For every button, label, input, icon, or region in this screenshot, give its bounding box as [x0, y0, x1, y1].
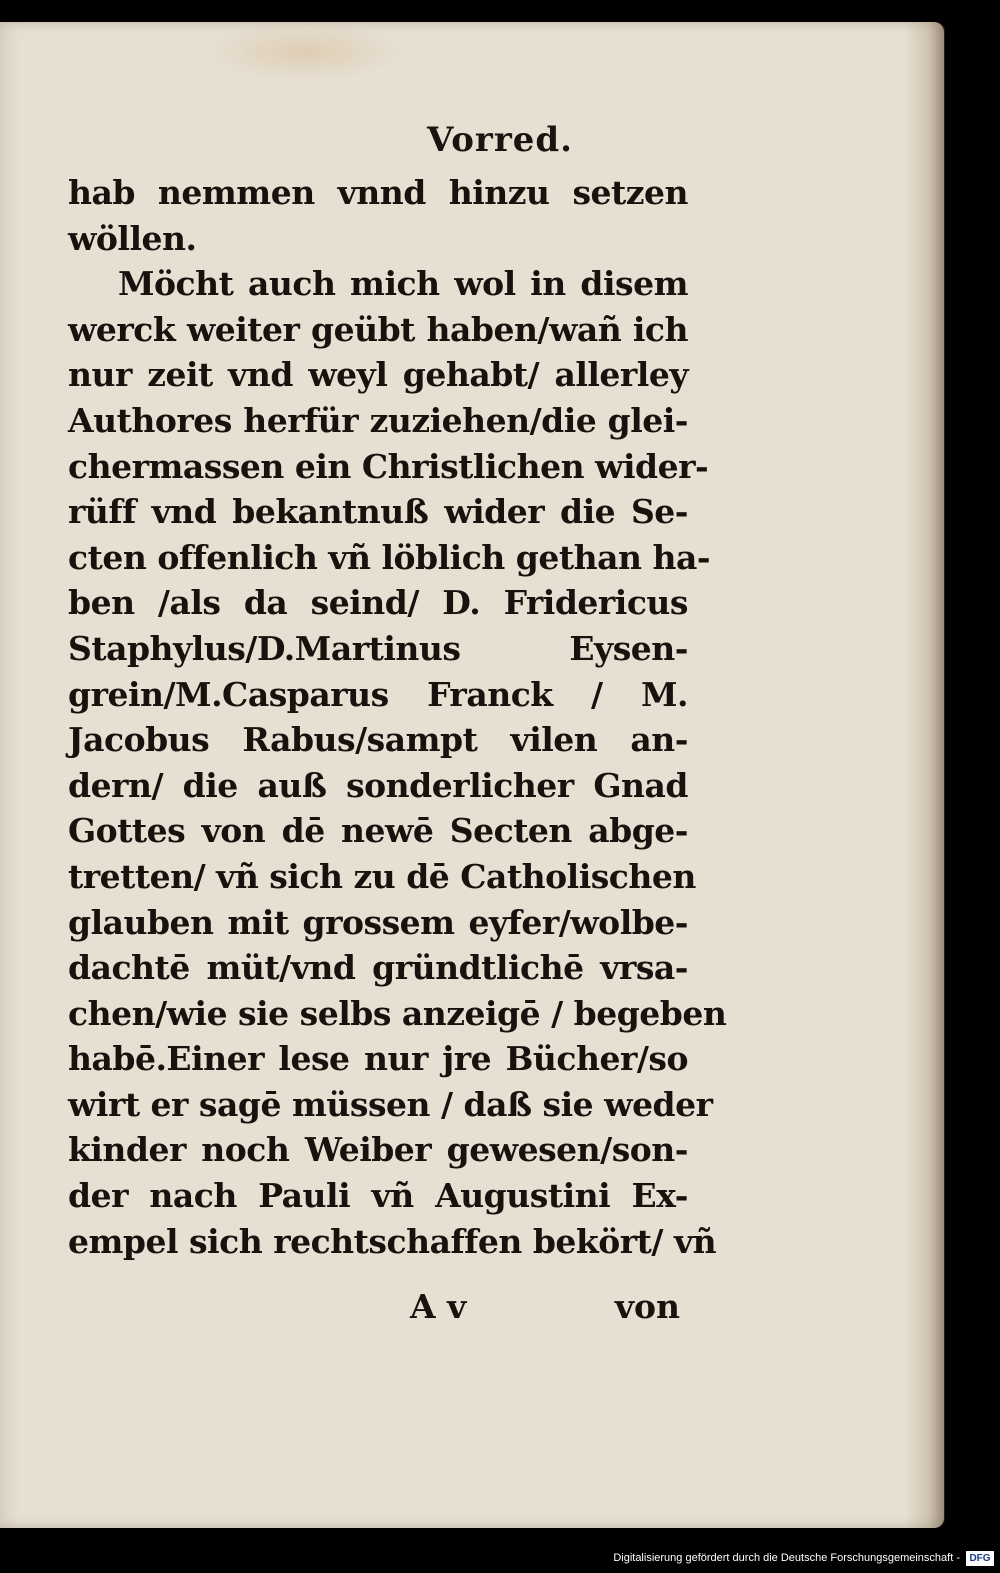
dfg-logo: DFG	[966, 1551, 994, 1566]
text-line: dachtē müt/vnd gründtlichē vrsa-	[68, 948, 688, 988]
text-line: cten offenlich vñ löblich gethan ha-	[68, 537, 711, 577]
funding-credit: Digitalisierung gefördert durch die Deutsche Forschungsgemeinschaft -	[613, 1552, 960, 1564]
text-line: dern/ die auß sonderlicher Gnad	[68, 765, 688, 805]
text-line: empel sich rechtschaffen bekört/ vñ	[68, 1221, 717, 1261]
text-line: Möcht auch mich wol in disem	[118, 264, 688, 304]
catchline	[410, 1287, 680, 1332]
signature-mark: A v	[410, 1287, 467, 1326]
text-line: werck weiter geübt haben/wañ ich	[68, 309, 688, 349]
text-line: glauben mit grossem eyfer/wolbe-	[68, 902, 688, 942]
text-line: der nach Pauli vñ Augustini Ex-	[68, 1176, 688, 1216]
text-line: wirt er sagē müssen / daß sie weder	[68, 1084, 713, 1124]
footer-bar	[0, 1548, 1000, 1573]
text-line: Gottes von dē newē Secten abge-	[68, 811, 688, 851]
page-edge-shadow	[905, 22, 945, 1528]
running-head: Vorred.	[426, 120, 573, 160]
text-line: hab nemmen vnnd hinzu setzen	[68, 173, 688, 212]
text-line: habē.Einer lese nur jre Bücher/so	[68, 1039, 688, 1079]
catchword: von	[614, 1287, 680, 1326]
text-line: rüff vnd bekantnuß wider die Se-	[68, 492, 688, 532]
text-line: Authores herfür zuziehen/die glei-	[68, 400, 688, 440]
text-line: grein/M.Casparus Franck / M.	[68, 674, 688, 714]
text-line: Jacobus Rabus/sampt vilen an-	[68, 720, 688, 760]
paper-stain	[205, 22, 405, 82]
text-line: tretten/ vñ sich zu dē Catholischen	[68, 856, 696, 896]
text-line: Staphylus/D.Martinus Eysen-	[68, 628, 688, 668]
text-line: nur zeit vnd weyl gehabt/ allerley	[68, 355, 688, 395]
text-line: chermassen ein Christlichen wider-	[68, 446, 709, 486]
text-block	[68, 170, 727, 1264]
text-line: ben /als da seind/ D. Fridericus	[68, 583, 688, 623]
text-line: chen/wie sie selbs anzeigē / begeben	[68, 993, 727, 1033]
text-line: kinder noch Weiber gewesen/son-	[68, 1130, 688, 1170]
text-line: wöllen.	[68, 218, 197, 258]
